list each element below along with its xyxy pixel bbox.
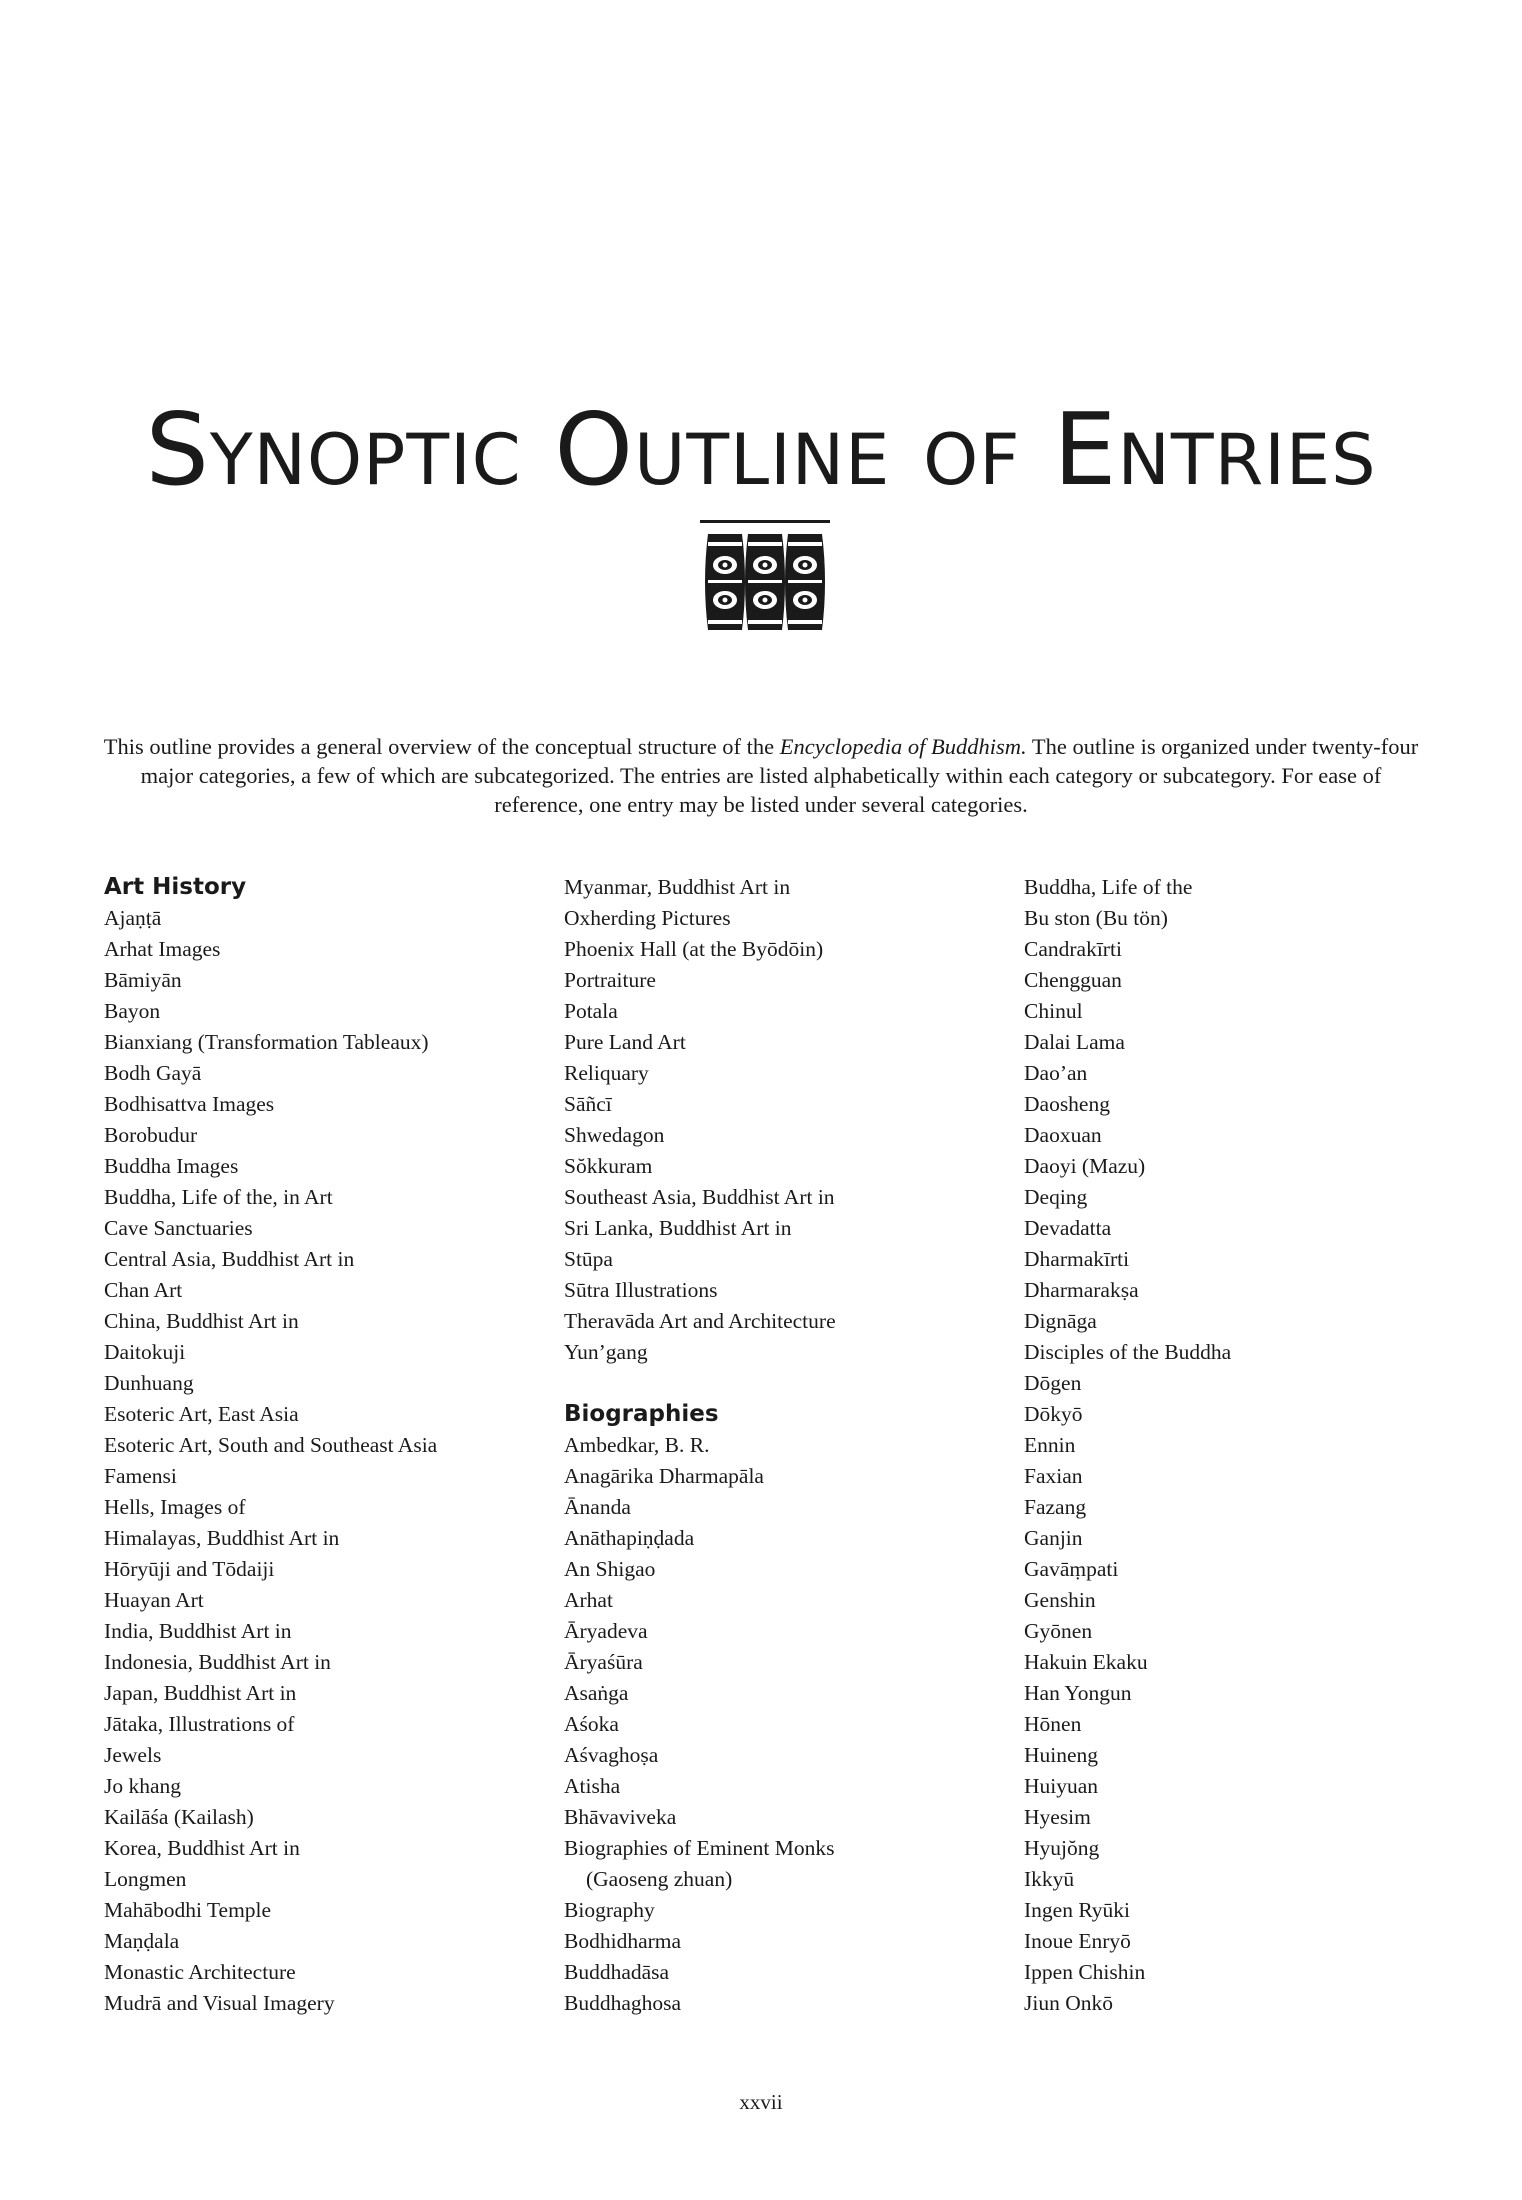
outline-entry: Atisha (564, 1774, 621, 1798)
outline-entry: Mahābodhi Temple (104, 1898, 272, 1922)
outline-entry: Anagārika Dharmapāla (564, 1464, 764, 1488)
outline-entry: Dunhuang (104, 1371, 194, 1395)
outline-entry: Ikkyū (1024, 1867, 1075, 1891)
outline-entry: Han Yongun (1024, 1681, 1132, 1705)
outline-entry: Huineng (1024, 1743, 1099, 1767)
outline-entry: Longmen (104, 1867, 187, 1891)
outline-entry: Āryaśūra (564, 1650, 643, 1674)
outline-entry: Ganjin (1024, 1526, 1083, 1550)
outline-entry: Hōnen (1024, 1712, 1082, 1736)
outline-entry: Genshin (1024, 1588, 1096, 1612)
category-heading: Art History (104, 874, 247, 900)
outline-entry: Faxian (1024, 1464, 1083, 1488)
outline-entry: Devadatta (1024, 1216, 1112, 1240)
outline-entry: Dao’an (1024, 1061, 1088, 1085)
outline-entry: Portraiture (564, 968, 656, 992)
page-title: Synoptic Outline of Entries (145, 391, 1377, 508)
outline-entry: Indonesia, Buddhist Art in (104, 1650, 331, 1674)
outline-entry: Ennin (1024, 1433, 1076, 1457)
outline-column-3 (1024, 872, 1464, 2019)
outline-entry: Monastic Architecture (104, 1960, 296, 1984)
outline-entry: Jiun Onkō (1024, 1991, 1113, 2015)
outline-entry: Hells, Images of (104, 1495, 246, 1519)
outline-entry: Shwedagon (564, 1123, 665, 1147)
outline-entry: Dharmarakṣa (1024, 1278, 1139, 1302)
outline-entry: Reliquary (564, 1061, 649, 1085)
section-gap (564, 1368, 1004, 1399)
outline-entry: Chinul (1024, 999, 1083, 1023)
outline-entry: Hyesim (1024, 1805, 1091, 1829)
outline-entry: Anāthapiṇḍada (564, 1526, 695, 1550)
outline-entry: Stūpa (564, 1247, 613, 1271)
outline-entry: Hyujŏng (1024, 1836, 1100, 1860)
page-number: xxvii (739, 2090, 783, 2114)
intro-text-end: The outline is organized under twenty-four major categories, a few of which are subcategorized. The entries are listed alphabetically within each category or subcategory. For ease of reference, one entry may be listed under several categories. (140, 734, 1419, 817)
outline-entry: Oxherding Pictures (564, 906, 731, 930)
outline-entry: Potala (564, 999, 618, 1023)
outline-entry: Aśoka (564, 1712, 619, 1736)
outline-entry: Inoue Enryō (1024, 1929, 1131, 1953)
outline-entry: Southeast Asia, Buddhist Art in (564, 1185, 835, 1209)
outline-entry: Korea, Buddhist Art in (104, 1836, 300, 1860)
outline-entry: Ingen Ryūki (1024, 1898, 1131, 1922)
outline-entry: Yun’gang (564, 1340, 648, 1364)
outline-entry: Jo khang (104, 1774, 182, 1798)
outline-entry: Theravāda Art and Architecture (564, 1309, 836, 1333)
outline-entry: Arhat Images (104, 937, 221, 961)
outline-entry: Arhat (564, 1588, 613, 1612)
intro-book-title: Encyclopedia of Buddhism. (779, 734, 1027, 759)
outline-entry: Buddhaghosa (564, 1991, 682, 2015)
intro-paragraph (100, 732, 1422, 819)
outline-entry: Daitokuji (104, 1340, 186, 1364)
outline-entry: Bu ston (Bu tön) (1024, 906, 1168, 930)
outline-entry: Famensi (104, 1464, 177, 1488)
category-heading: Biographies (564, 1401, 719, 1427)
outline-entry: Bianxiang (Transformation Tableaux) (104, 1030, 429, 1054)
outline-entry: An Shigao (564, 1557, 656, 1581)
outline-entry: Kailāśa (Kailash) (104, 1805, 254, 1829)
intro-text-start: This outline provides a general overview of the conceptual structure of the (103, 734, 780, 759)
outline-entry: Sāñcī (564, 1092, 612, 1116)
outline-entry: Ānanda (564, 1495, 631, 1519)
outline-entry: Sŏkkuram (564, 1154, 653, 1178)
outline-entry: Mudrā and Visual Imagery (104, 1991, 335, 2015)
outline-entry: Gyōnen (1024, 1619, 1093, 1643)
outline-entry: Dignāga (1024, 1309, 1097, 1333)
outline-entry: Buddha, Life of the, in Art (104, 1185, 333, 1209)
outline-entry: Dōkyō (1024, 1402, 1083, 1426)
outline-entry: Jewels (104, 1743, 162, 1767)
outline-entry: Borobudur (104, 1123, 198, 1147)
outline-entry: Bāmiyān (104, 968, 182, 992)
outline-entry: Hakuin Ekaku (1024, 1650, 1148, 1674)
outline-entry: Bhāvaviveka (564, 1805, 677, 1829)
outline-entry: Cave Sanctuaries (104, 1216, 253, 1240)
outline-entry: Sri Lanka, Buddhist Art in (564, 1216, 792, 1240)
outline-entry: Asaṅga (564, 1681, 629, 1705)
outline-entry: Esoteric Art, South and Southeast Asia (104, 1433, 438, 1457)
outline-entry: Hōryūji and Tōdaiji (104, 1557, 275, 1581)
outline-entry: Daosheng (1024, 1092, 1110, 1116)
outline-entry: Āryadeva (564, 1619, 648, 1643)
outline-entry: Bodh Gayā (104, 1061, 202, 1085)
outline-entry: Fazang (1024, 1495, 1087, 1519)
outline-entry: Buddha Images (104, 1154, 239, 1178)
outline-entry: Biographies of Eminent Monks (564, 1836, 835, 1860)
outline-entry: India, Buddhist Art in (104, 1619, 292, 1643)
outline-entry: Bodhidharma (564, 1929, 682, 1953)
outline-entry: Ippen Chishin (1024, 1960, 1146, 1984)
outline-entry: Gavāṃpati (1024, 1557, 1119, 1581)
outline-entry: Daoyi (Mazu) (1024, 1154, 1146, 1178)
outline-entry: Myanmar, Buddhist Art in (564, 875, 791, 899)
outline-entry: Himalayas, Buddhist Art in (104, 1526, 340, 1550)
outline-entry: Chan Art (104, 1278, 183, 1302)
outline-entry: Chengguan (1024, 968, 1122, 992)
outline-entry: Dharmakīrti (1024, 1247, 1130, 1271)
outline-entry: Pure Land Art (564, 1030, 686, 1054)
outline-column-1 (104, 872, 544, 2019)
outline-entry: Ajaṇṭā (104, 906, 162, 930)
outline-entry: Esoteric Art, East Asia (104, 1402, 299, 1426)
outline-entry: Phoenix Hall (at the Byōdōin) (564, 937, 824, 961)
outline-entry-continuation: (Gaoseng zhuan) (586, 1867, 733, 1891)
outline-entry: Deqing (1024, 1185, 1088, 1209)
outline-entry: Buddhadāsa (564, 1960, 670, 1984)
outline-entry: Dalai Lama (1024, 1030, 1125, 1054)
outline-entry: Ambedkar, B. R. (564, 1433, 710, 1457)
outline-entry: Bodhisattva Images (104, 1092, 275, 1116)
outline-entry: Candrakīrti (1024, 937, 1122, 961)
outline-column-2 (564, 872, 1004, 2019)
outline-entry: Huiyuan (1024, 1774, 1099, 1798)
outline-entry: Biography (564, 1898, 655, 1922)
outline-entry: Disciples of the Buddha (1024, 1340, 1232, 1364)
outline-entry: China, Buddhist Art in (104, 1309, 299, 1333)
outline-entry: Japan, Buddhist Art in (104, 1681, 297, 1705)
outline-entry: Dōgen (1024, 1371, 1082, 1395)
outline-entry: Buddha, Life of the (1024, 875, 1193, 899)
outline-entry: Sūtra Illustrations (564, 1278, 718, 1302)
outline-entry: Central Asia, Buddhist Art in (104, 1247, 355, 1271)
outline-entry: Bayon (104, 999, 161, 1023)
outline-entry: Jātaka, Illustrations of (104, 1712, 295, 1736)
decorative-beads-icon (700, 520, 830, 645)
outline-entry: Daoxuan (1024, 1123, 1102, 1147)
outline-entry: Maṇḍala (104, 1929, 180, 1953)
outline-entry: Huayan Art (104, 1588, 204, 1612)
outline-entry: Aśvaghoṣa (564, 1743, 659, 1767)
